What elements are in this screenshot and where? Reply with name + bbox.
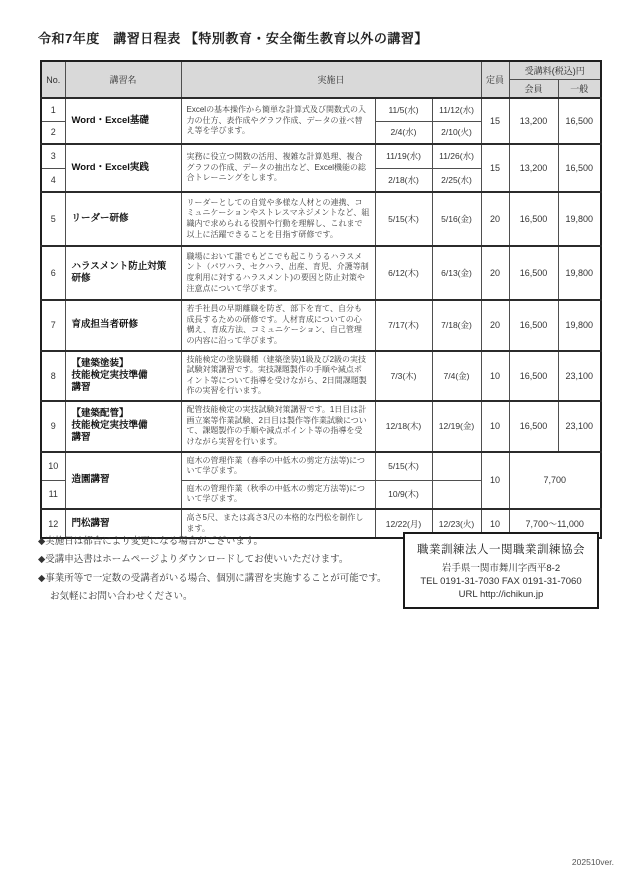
date-day1: 5/15(木) bbox=[375, 192, 432, 246]
row-number: 10 bbox=[41, 452, 65, 481]
date-day1: 7/17(木) bbox=[375, 300, 432, 351]
note-schedule-change: ◆実施日は都合により変更になる場合がございます。 bbox=[38, 536, 264, 547]
fee-general: 19,800 bbox=[558, 192, 601, 246]
capacity-value: 10 bbox=[481, 401, 509, 452]
date-day1: 6/12(木) bbox=[375, 246, 432, 300]
organization-tel-fax: TEL 0191-31-7030 FAX 0191-31-7060 bbox=[420, 576, 582, 587]
column-header-general: 一般 bbox=[558, 80, 601, 99]
fee-general: 23,100 bbox=[558, 401, 601, 452]
course-description: 実務に役立つ関数の活用、複雑な計算処理、複合グラフの作成、データの抽出など、Excel機能の総合トレーニングをします。 bbox=[181, 144, 375, 192]
course-block-leader bbox=[41, 192, 601, 246]
capacity-value: 10 bbox=[481, 509, 509, 538]
course-name: 門松講習 bbox=[65, 509, 181, 538]
date-day2: 2/25(水) bbox=[432, 168, 481, 192]
fee-member: 16,500 bbox=[509, 401, 558, 452]
course-name: Word・Excel実践 bbox=[65, 144, 181, 192]
date-day1: 12/22(月) bbox=[375, 509, 432, 538]
table-row bbox=[41, 98, 601, 121]
course-name: ハラスメント防止対策 研修 bbox=[65, 246, 181, 300]
date-day1: 11/19(水) bbox=[375, 144, 432, 168]
row-number: 7 bbox=[41, 300, 65, 351]
table-row bbox=[41, 452, 601, 481]
table-header bbox=[41, 61, 601, 98]
course-block-word-excel-advanced bbox=[41, 144, 601, 192]
capacity-value: 10 bbox=[481, 351, 509, 402]
row-number: 2 bbox=[41, 121, 65, 144]
fee-member: 13,200 bbox=[509, 144, 558, 192]
organization-name: 職業訓練法人一関職業訓練協会 bbox=[417, 544, 585, 556]
row-number: 3 bbox=[41, 144, 65, 168]
capacity-value: 20 bbox=[481, 300, 509, 351]
course-schedule-table bbox=[40, 60, 602, 539]
table-row bbox=[41, 192, 601, 246]
column-header-no: No. bbox=[41, 61, 65, 98]
fee-merged: 7,700 bbox=[509, 452, 601, 510]
fee-general: 16,500 bbox=[558, 144, 601, 192]
note-contact-us: お気軽にお問い合わせください。 bbox=[50, 591, 193, 603]
capacity-value: 10 bbox=[481, 452, 509, 510]
course-description: 技能検定の塗装職種（建築塗装)1級及び2級の実技試験対策講習です。実技課題製作の手順や減点ポイント等について指導を受けながら、2日間課題製作の実習を行います。 bbox=[181, 351, 375, 402]
organization-address: 岩手県一関市舞川字西平8-2 bbox=[441, 563, 561, 574]
date-day2 bbox=[432, 480, 481, 509]
course-name: 育成担当者研修 bbox=[65, 300, 181, 351]
fee-member: 16,500 bbox=[509, 300, 558, 351]
row-number: 12 bbox=[41, 509, 65, 538]
course-description: 庭木の管理作業（春季の中低木の剪定方法等)について学びます。 bbox=[181, 452, 375, 481]
capacity-value: 15 bbox=[481, 98, 509, 144]
date-day2: 5/16(金) bbox=[432, 192, 481, 246]
course-description: 高さ5尺、または高さ3尺の本格的な門松を制作します。 bbox=[181, 509, 375, 538]
date-day2: 12/19(金) bbox=[432, 401, 481, 452]
fee-general: 16,500 bbox=[558, 98, 601, 144]
row-number: 8 bbox=[41, 351, 65, 402]
date-day2: 7/18(金) bbox=[432, 300, 481, 351]
row-number: 9 bbox=[41, 401, 65, 452]
table-row bbox=[41, 401, 601, 452]
course-block-mentor bbox=[41, 300, 601, 351]
date-day1: 11/5(水) bbox=[375, 98, 432, 121]
organization-url: URL http://ichikun.jp bbox=[458, 589, 544, 600]
note-application-form: ◆受講申込書はホームページよりダウンロードしてお使いいただけます。 bbox=[38, 554, 349, 566]
course-name: 【建築配管】 技能検定実技準備 講習 bbox=[65, 401, 181, 452]
course-name: 【建築塗装】 技能検定実技準備 講習 bbox=[65, 351, 181, 402]
course-block-gardening bbox=[41, 452, 601, 510]
contact-info-box bbox=[403, 532, 599, 609]
page-title: 令和7年度 講習日程表 【特別教育・安全衛生教育以外の講習】 bbox=[38, 31, 428, 46]
row-number: 6 bbox=[41, 246, 65, 300]
column-header-fee: 受講料(税込)円 bbox=[509, 61, 601, 80]
table-row bbox=[41, 144, 601, 168]
course-block-harassment bbox=[41, 246, 601, 300]
course-name: リーダー研修 bbox=[65, 192, 181, 246]
row-number: 1 bbox=[41, 98, 65, 121]
date-day2: 11/12(水) bbox=[432, 98, 481, 121]
course-description: 職場において誰でもどこでも起こりうるハラスメント（パワハラ、セクハラ、出産、育児、介護等制度利用に対するハラスメント)の要因と防止対策や注意点について学びます。 bbox=[181, 246, 375, 300]
column-header-capacity: 定員 bbox=[481, 61, 509, 98]
date-day1: 10/9(木) bbox=[375, 480, 432, 509]
date-day2: 2/10(火) bbox=[432, 121, 481, 144]
row-number: 11 bbox=[41, 480, 65, 509]
column-header-member: 会員 bbox=[509, 80, 558, 99]
date-day1: 2/4(水) bbox=[375, 121, 432, 144]
note-onsite-training: ◆事業所等で一定数の受講者がいる場合、個別に講習を実施することが可能です。 bbox=[38, 572, 387, 584]
date-day2 bbox=[432, 452, 481, 481]
course-description: 配管技能検定の実技試験対策講習です。1日目は計画立案等作業試験、2日目は製作等作業試験について、課題製作の手順や減点ポイント等の指導を受けながら実習を行います。 bbox=[181, 401, 375, 452]
fee-member: 16,500 bbox=[509, 246, 558, 300]
column-header-date: 実施日 bbox=[181, 61, 481, 98]
date-day1: 12/18(木) bbox=[375, 401, 432, 452]
document-version: 202510ver. bbox=[571, 857, 614, 867]
capacity-value: 15 bbox=[481, 144, 509, 192]
fee-member: 16,500 bbox=[509, 351, 558, 402]
row-number: 4 bbox=[41, 168, 65, 192]
date-day1: 7/3(木) bbox=[375, 351, 432, 402]
course-block-piping bbox=[41, 401, 601, 452]
course-name: 造園講習 bbox=[65, 452, 181, 510]
fee-general: 19,800 bbox=[558, 246, 601, 300]
fee-general: 19,800 bbox=[558, 300, 601, 351]
fee-member: 13,200 bbox=[509, 98, 558, 144]
date-day2: 11/26(水) bbox=[432, 144, 481, 168]
table-row bbox=[41, 351, 601, 402]
capacity-value: 20 bbox=[481, 246, 509, 300]
column-header-course: 講習名 bbox=[65, 61, 181, 98]
fee-general: 23,100 bbox=[558, 351, 601, 402]
course-block-word-excel-basic bbox=[41, 98, 601, 144]
course-block-painting bbox=[41, 351, 601, 402]
date-day2: 6/13(金) bbox=[432, 246, 481, 300]
course-description: Excelの基本操作から簡単な計算式及び関数式の入力の仕方、表作成やグラフ作成、データの並べ替え等を学びます。 bbox=[181, 98, 375, 144]
row-number: 5 bbox=[41, 192, 65, 246]
footer-notes bbox=[38, 536, 398, 610]
capacity-value: 20 bbox=[481, 192, 509, 246]
course-description: リーダーとしての自覚や多様な人材との連携、コミュニケーションやストレスマネジメントなど、組織内で求められる役割や行動を理解し、これまで以上に活躍できることを目指す研修です。 bbox=[181, 192, 375, 246]
fee-merged: 7,700～11,000 bbox=[509, 509, 601, 538]
table-row bbox=[41, 246, 601, 300]
date-day1: 2/18(水) bbox=[375, 168, 432, 192]
date-day2: 12/23(火) bbox=[432, 509, 481, 538]
date-day1: 5/15(木) bbox=[375, 452, 432, 481]
course-description: 若手社員の早期離職を防ぎ、部下を育て、自分も成長するための研修です。人材育成についての心構え、育成方法、コミュニケーション、自己管理の内容に沿って学びます。 bbox=[181, 300, 375, 351]
date-day2: 7/4(金) bbox=[432, 351, 481, 402]
table-row bbox=[41, 300, 601, 351]
course-name: Word・Excel基礎 bbox=[65, 98, 181, 144]
course-description: 庭木の管理作業（秋季の中低木の剪定方法等)について学びます。 bbox=[181, 480, 375, 509]
fee-member: 16,500 bbox=[509, 192, 558, 246]
